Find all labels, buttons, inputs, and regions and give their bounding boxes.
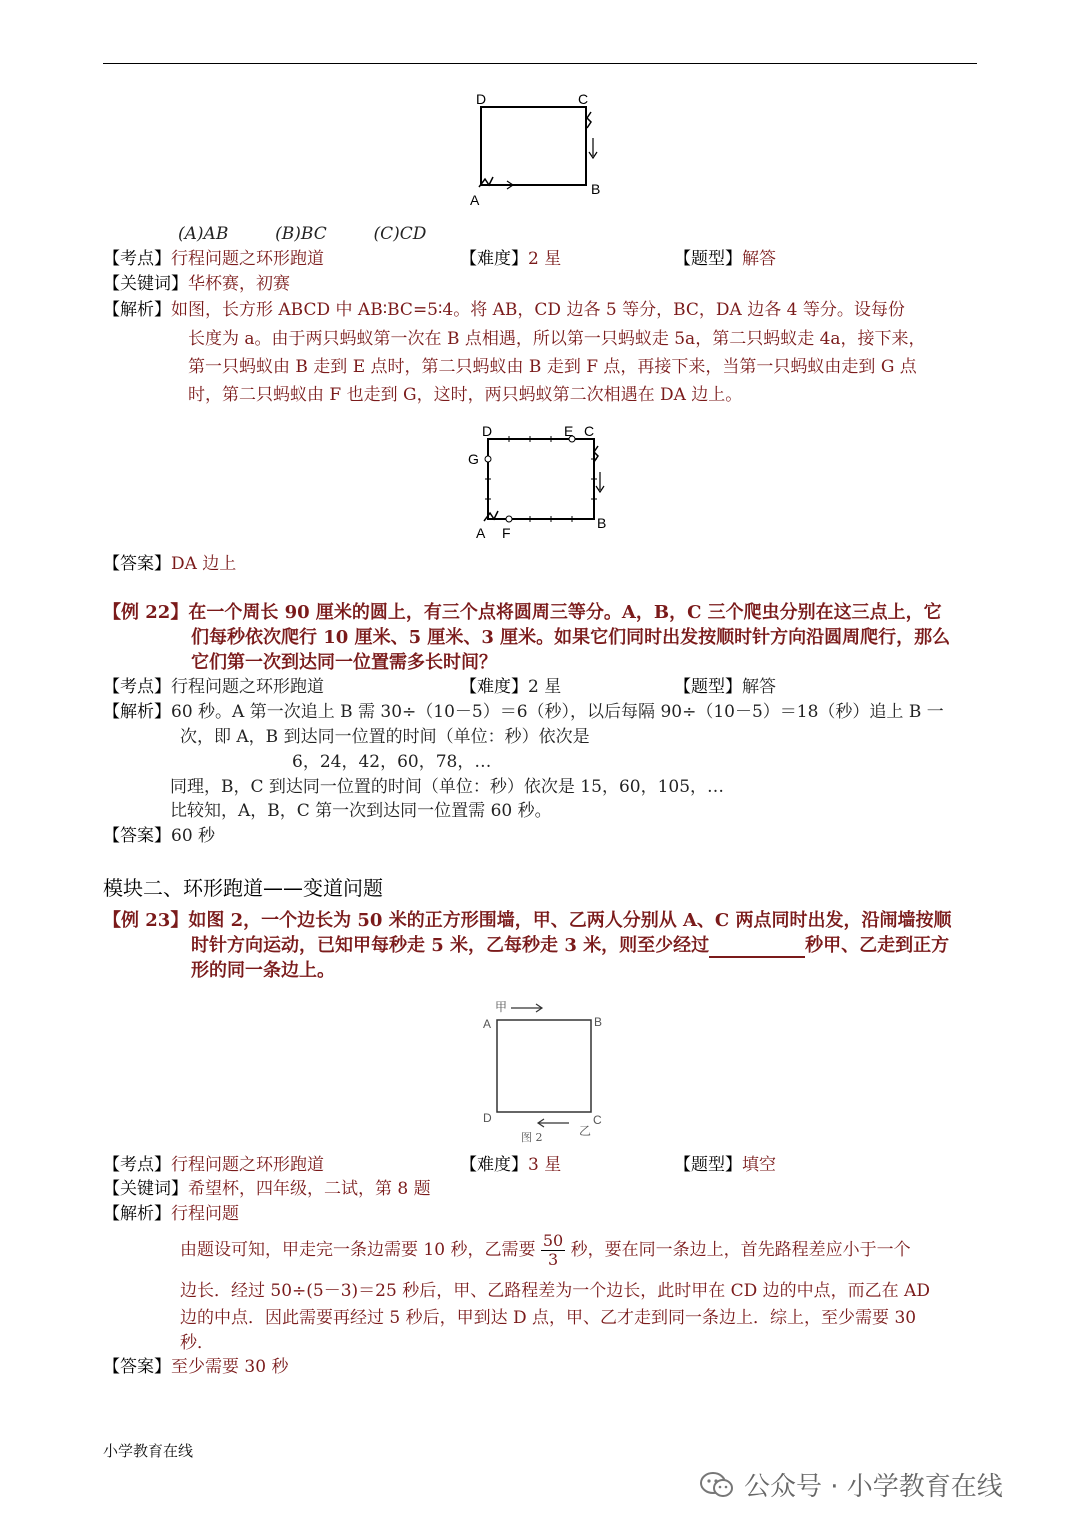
ex22-answer: 【答案】60 秒 [103,826,216,846]
ex21-jiexi-line-4: 时，第二只蚂蚁由 F 也走到 G，这时，两只蚂蚁第二次相遇在 DA 边上。 [188,385,743,405]
ex22-jiexi-line-4: 同理，B，C 到达同一位置的时间（单位：秒）依次是 15，60，105，… [170,777,725,797]
fig1-label-b: B [591,181,601,197]
fig2-label-c: C [584,423,595,439]
watermark-text: 公众号 · 小学教育在线 [744,1472,1003,1502]
fig3-label-jia: 甲 [495,1000,508,1014]
footer-text: 小学教育在线 [103,1442,194,1460]
answer-blank [709,938,805,958]
fig3-label-a: A [483,1017,492,1031]
ex23-keyword: 【关键词】希望杯，四年级，二试，第 8 题 [103,1179,431,1199]
ex21-tixing: 【题型】解答 [674,249,776,269]
option-c: (C)CD [373,224,427,244]
ex22-jiexi-line-3: 6，24，42，60，78，… [292,752,492,772]
ex21-jiexi-line-2: 长度为 a。由于两只蚂蚁第一次在 B 点相遇，所以第一只蚂蚁走 5a，第二只蚂蚁走 4a，接下来， [188,329,926,349]
fig2-label-a: A [476,525,486,541]
fig3-caption: 图 2 [521,1131,543,1144]
ex22-nandu: 【难度】2 星 [460,677,562,697]
ex21-jiexi-line-3: 第一只蚂蚁由 B 走到 E 点时，第二只蚂蚁由 B 走到 F 点，再接下来，当第一只蚂蚁由走到 G 点 [188,357,917,377]
ex22-jiexi-line-2: 次，即 A，B 到达同一位置的时间（单位：秒）依次是 [180,727,590,747]
ex23-solution-line-1: 由题设可知，甲走完一条边需要 10 秒，乙需要 $\frac{50}{3}$ 秒，要在同一条边上，首先路程差应小于一个 [180,1231,911,1269]
ex23-answer: 【答案】至少需要 30 秒 [103,1357,289,1377]
ex23-solution-line-3: 边的中点．因此需要再经过 5 秒后，甲到达 D 点，甲、乙才走到同一条边上．综上，至少需要 30 [180,1308,917,1328]
ex21-jiexi-line-1: 【解析】如图，长方形 ABCD 中 AB∶BC=5∶4。将 AB，CD 边各 5 等分，BC，DA 边各 4 等分。设每份 [103,300,905,320]
top-rule [103,63,977,64]
ex23-question-line-1: 【例 23】如图 2，一个边长为 50 米的正方形围墙，甲、乙两人分别从 A、C 两点同时出发，沿闹墙按顺 [103,910,952,931]
ex21-nandu: 【难度】2 星 [460,249,562,269]
figure-rectangle-ants-2 [462,420,622,545]
fig2-label-b: B [597,515,607,531]
ex22-jiexi-line-1: 【解析】60 秒。A 第一次追上 B 需 30÷（10－5）＝6（秒），以后每隔 90÷（10－5）＝18（秒）追上 B 一 [103,702,944,722]
ex22-tixing: 【题型】解答 [674,677,776,697]
ex23-title: 【例 23】 [103,910,189,931]
ex21-answer: 【答案】DA 边上 [103,554,237,574]
ex23-question-line-2: 时针方向运动，已知甲每秒走 5 米，乙每秒走 3 米，则至少经过 秒甲、乙走到正方 [191,935,950,956]
fig2-label-f: F [502,525,511,541]
fig3-label-c: C [593,1113,602,1127]
fig1-label-d: D [476,91,487,107]
watermark [700,1466,1003,1503]
fig2-label-g: G [468,451,479,467]
ex21-kaodian: 【考点】行程问题之环形跑道 [103,249,324,269]
option-a: (A)AB [178,224,229,244]
option-b: (B)BC [275,224,327,244]
ex21-keyword: 【关键词】华杯赛，初赛 [103,274,290,294]
ex22-question-line-3: 它们第一次到达同一位置需多长时间？ [191,652,497,673]
fig3-label-d: D [483,1111,492,1125]
fig1-label-a: A [470,192,480,208]
fraction-50-over-3: $\frac{50}{3}$ [542,1231,564,1269]
ex23-solution-line-2: 边长．经过 50÷(5－3)＝25 秒后，甲、乙路程差为一个边长，此时甲在 CD 边的中点，而乙在 AD [180,1281,930,1301]
ex22-jiexi-line-5: 比较知，A，B，C 第一次到达同一位置需 60 秒。 [170,801,552,821]
wechat-icon [700,1471,734,1499]
figure-rectangle-ants-1 [465,90,615,210]
ex22-question-line-2: 们每秒依次爬行 10 厘米、5 厘米、3 厘米。如果它们同时出发按顺时针方向沿圆周爬行，那么 [191,627,951,648]
ex23-jiexi: 【解析】行程问题 [103,1204,239,1224]
fig1-label-c: C [578,91,589,107]
ex22-title: 【例 22】 [103,602,189,623]
fig2-label-e: E [564,423,574,439]
ex23-solution-line-4: 秒． [180,1333,214,1353]
fig2-label-d: D [482,423,493,439]
options-row [178,222,426,246]
ex23-kaodian: 【考点】行程问题之环形跑道 [103,1155,324,1175]
ex23-nandu: 【难度】3 星 [460,1155,562,1175]
module-heading: 模块二、环形跑道——变道问题 [103,876,383,900]
fig3-label-b: B [594,1015,603,1029]
ex22-kaodian: 【考点】行程问题之环形跑道 [103,677,324,697]
fig3-label-yi: 乙 [579,1124,592,1138]
ex23-question-line-3: 形的同一条边上。 [191,960,335,981]
figure-square-wall [475,992,615,1147]
ex22-question-line-1: 【例 22】在一个周长 90 厘米的圆上，有三个点将圆周三等分。A，B，C 三个爬虫分别在这三点上，它 [103,602,942,623]
ex23-tixing: 【题型】填空 [674,1155,776,1175]
